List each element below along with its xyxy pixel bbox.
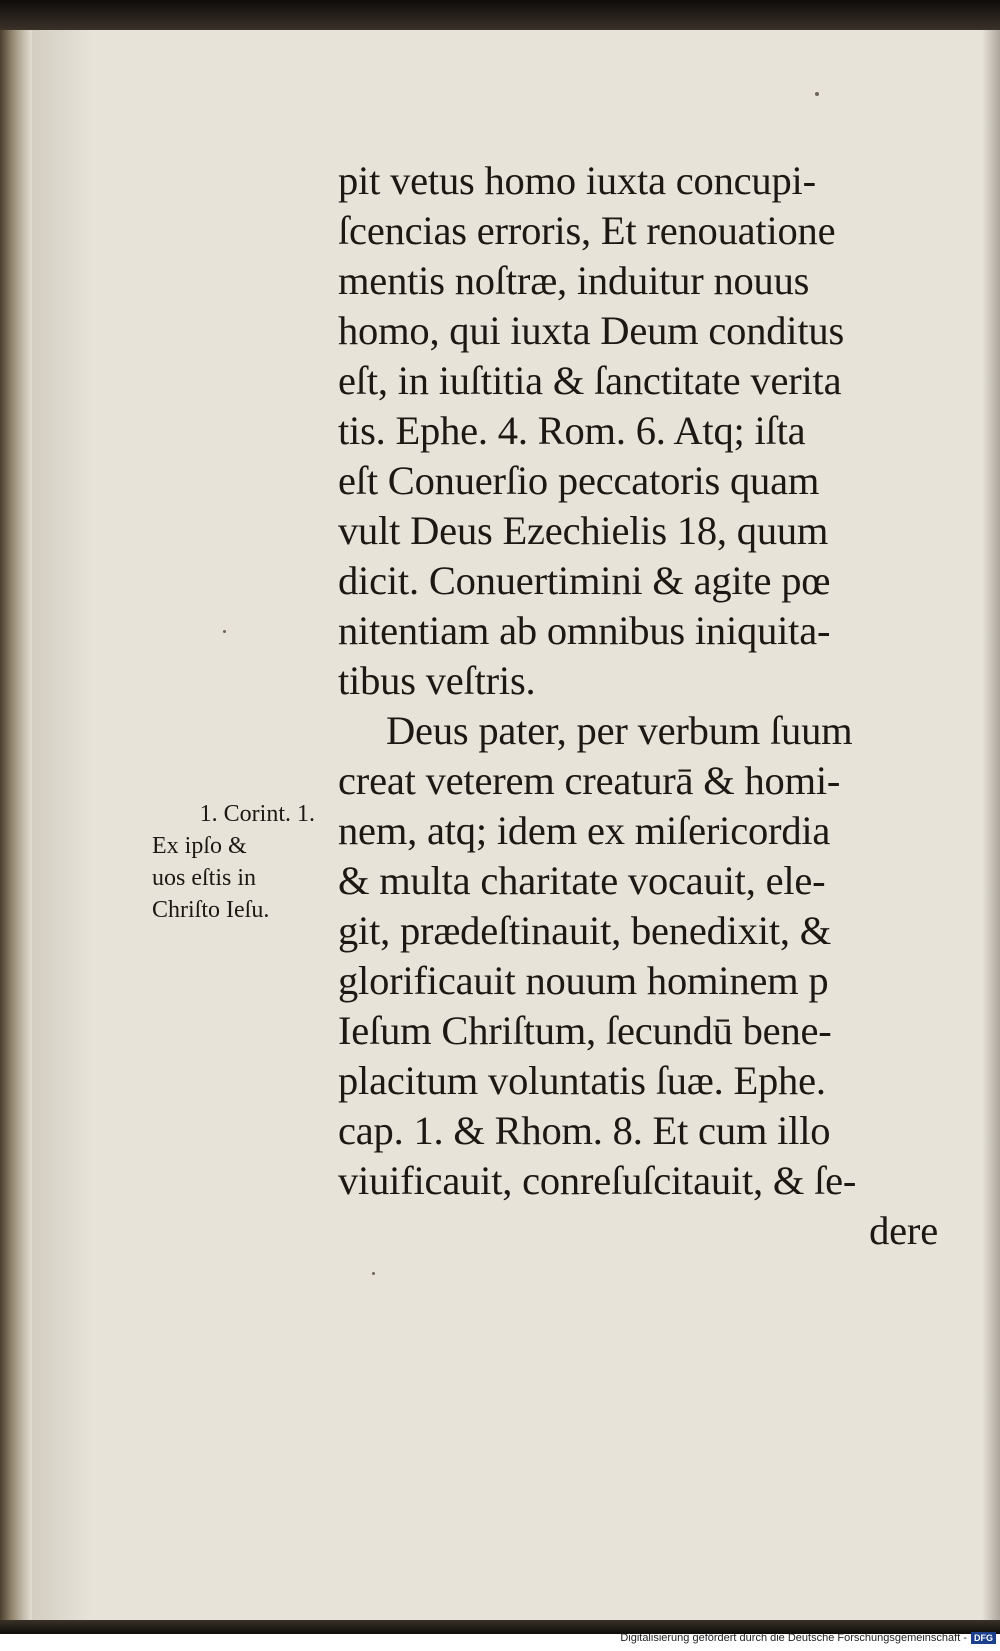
marginal-line: uos eſtis in [152, 865, 257, 891]
paragraph-start-line: Deus pater, per verbum ſuum [386, 708, 853, 753]
text-line: nitentiam ab omnibus iniquita- [338, 608, 831, 653]
text-line: vult Deus Ezechielis 18, quum [338, 508, 829, 553]
text-line: ſcencias erroris, Et renouatione [338, 208, 836, 253]
paper-speck [372, 1272, 375, 1275]
paper-speck [223, 630, 226, 633]
marginal-line: Chriſto Ieſu. [152, 897, 270, 923]
text-line: git, prædeſtinauit, benedixit, & [338, 908, 832, 953]
text-line: eſt, in iuſtitia & ſanctitate verita [338, 358, 842, 403]
book-spine [0, 30, 32, 1620]
text-line: tis. Ephe. 4. Rom. 6. Atq; iſta [338, 408, 806, 453]
paper-speck [815, 92, 819, 96]
dfg-logo: DFG [971, 1632, 996, 1644]
marginal-note [152, 798, 337, 926]
text-line: nem, atq; idem ex miſericordia [338, 808, 831, 853]
text-line: homo, qui iuxta Deum conditus [338, 308, 845, 353]
page-edge-shadow [982, 30, 1000, 1620]
catchword: dere [869, 1208, 938, 1253]
marginal-line: Ex ipſo & [152, 833, 247, 859]
text-line: eſt Conuerſio peccatoris quam [338, 458, 820, 503]
text-line: glorificauit nouum hominem p [338, 958, 829, 1003]
text-line: creat veterem creaturā & homi- [338, 758, 841, 803]
text-line: placitum voluntatis ſuæ. Ephe. [338, 1058, 826, 1103]
text-line: cap. 1. & Rhom. 8. Et cum illo [338, 1108, 831, 1153]
text-line: dicit. Conuertimini & agite pœ [338, 558, 831, 603]
main-text [338, 156, 938, 1256]
marginal-line: 1. Corint. 1. [199, 801, 315, 827]
text-line: viuificauit, conreſuſcitauit, & ſe- [338, 1158, 857, 1203]
text-line: Ieſum Chriſtum, ſecundū bene- [338, 1008, 832, 1053]
text-line: & multa charitate vocauit, ele- [338, 858, 826, 903]
credit-text: Digitalisierung gefördert durch die Deutsche Forschungsgemeinschaft - [620, 1632, 967, 1644]
text-line: tibus veſtris. [338, 658, 536, 703]
top-edge [0, 0, 1000, 30]
gutter-shadow [32, 30, 92, 1620]
text-line: pit vetus homo iuxta concupi- [338, 158, 816, 203]
text-line: mentis noſtræ, induitur nouus [338, 258, 810, 303]
digitization-credit [620, 1632, 996, 1644]
